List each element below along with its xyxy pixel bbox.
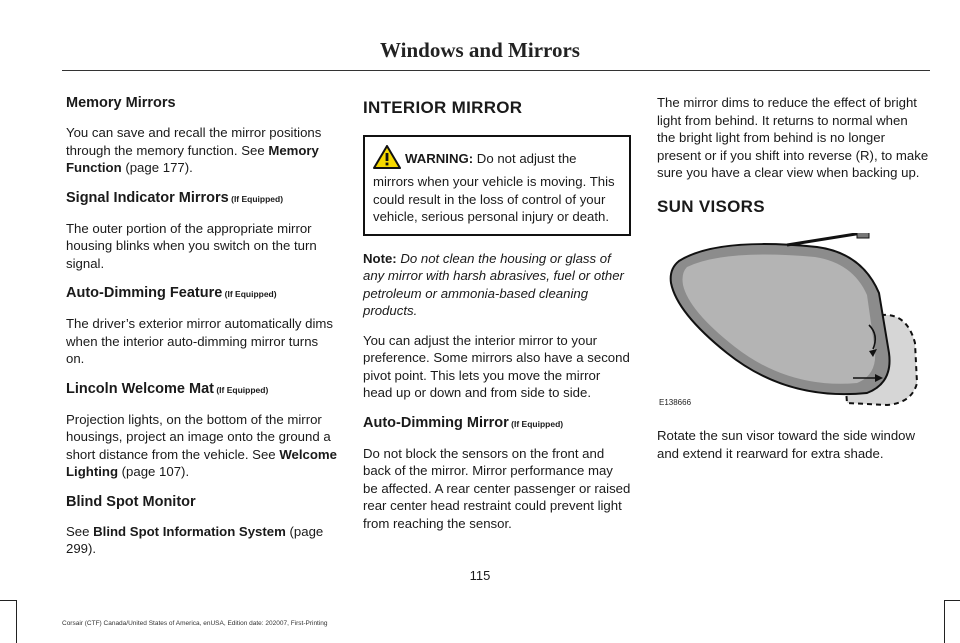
warning-box — [363, 135, 631, 236]
crop-mark — [16, 600, 17, 643]
welcome-qualifier: (If Equipped) — [213, 384, 269, 395]
welcome-mat-heading — [66, 380, 338, 399]
warning-label: WARNING: — [405, 150, 474, 166]
sun-visor-illustration — [657, 233, 929, 413]
header-divider — [62, 70, 930, 71]
auto-dimming-mirror-heading — [363, 414, 631, 433]
blind-page: (page 299). — [66, 523, 324, 556]
auto-dimming-feature-paragraph: The driver’s exterior mirror automatically dims when the interior auto-dimming mirror turns on. — [66, 316, 333, 366]
autodim-mirror-qualifier: (If Equipped) — [508, 418, 564, 429]
adjust-paragraph: You can adjust the interior mirror to your preference. Some mirrors also have a second pivot point. This lets you move the mirror head up or down and from side to side. — [363, 332, 630, 400]
memory-mirrors-heading: Memory Mirrors — [66, 95, 176, 111]
page-number: 115 — [469, 568, 491, 583]
note-text: Do not clean the housing or glass of any mirror with harsh abrasives, fuel or other petroleum or ammonia-based cleaning products. — [363, 250, 624, 318]
welcome-lighting-link[interactable]: Welcome Lighting — [66, 446, 337, 479]
left-column — [66, 94, 338, 570]
rotate-visor-paragraph: Rotate the sun visor toward the side window and extend it rearward for extra shade. — [657, 428, 916, 461]
crop-mark — [944, 600, 960, 601]
warning-triangle-icon — [373, 145, 401, 174]
autodim-heading-text: Auto-Dimming Feature — [66, 285, 223, 301]
right-column — [657, 94, 929, 474]
signal-indicator-heading — [66, 189, 338, 208]
middle-column — [363, 94, 631, 544]
memory-mirrors-paragraph — [66, 124, 338, 177]
memory-page: (page 177). — [121, 160, 193, 175]
blind-spot-heading: Blind Spot Monitor — [66, 493, 196, 510]
sun-visor-drawing — [657, 233, 929, 413]
memory-text: You can save and recall the mirror positions through the memory function. See — [66, 125, 322, 158]
signal-indicator-paragraph: The outer portion of the appropriate mirror housing blinks when you switch on the turn signal. — [66, 220, 317, 271]
crop-mark — [944, 600, 945, 643]
welcome-page: (page 107). — [118, 464, 190, 479]
warning-text: Do not adjust the mirrors when your vehicle is moving. This could result in the loss of control of your vehicle, serious personal injury or death. — [373, 150, 615, 224]
crop-mark — [0, 600, 16, 601]
note-label: Note: — [363, 250, 397, 266]
autodim-mirror-heading-text: Auto-Dimming Mirror — [363, 414, 509, 431]
interior-mirror-heading: INTERIOR MIRROR — [363, 98, 523, 117]
blind-spot-paragraph — [66, 523, 338, 558]
page-header-title: Windows and Mirrors — [380, 38, 580, 62]
autodim-qualifier: (If Equipped) — [222, 289, 277, 299]
welcome-mat-paragraph — [66, 411, 338, 481]
signal-heading-text: Signal Indicator Mirrors — [66, 189, 229, 206]
sun-visors-heading: SUN VISORS — [657, 196, 765, 216]
footer-edition-text: Corsair (CTF) Canada/United States of America, enUSA, Edition date: 202007, First-Printing — [62, 620, 328, 627]
welcome-heading-text: Lincoln Welcome Mat — [66, 380, 214, 397]
signal-qualifier: (If Equipped) — [228, 193, 284, 204]
memory-function-link[interactable]: Memory Function — [66, 142, 319, 175]
welcome-text: Projection lights, on the bottom of the mirror housings, project an image onto the ground a short distance from the vehicle. See — [66, 411, 331, 462]
blind-spot-link[interactable]: Blind Spot Information System — [93, 523, 286, 539]
figure-code: E138666 — [659, 397, 692, 407]
mirror-dims-paragraph: The mirror dims to reduce the effect of bright light from behind. It returns to normal when the bright light from behind is no longer present or if you shift into reverse (R), to make sure you have a clear view when backing up. — [657, 95, 929, 180]
auto-dimming-feature-heading — [66, 284, 338, 303]
auto-dimming-mirror-paragraph: Do not block the sensors on the front and back of the mirror. Mirror performance may be affected. A rear center passenger or raised rear center head restraint could prevent light from reaching the sensor. — [363, 445, 631, 531]
note-paragraph — [363, 250, 631, 320]
blind-text: See — [66, 523, 94, 539]
